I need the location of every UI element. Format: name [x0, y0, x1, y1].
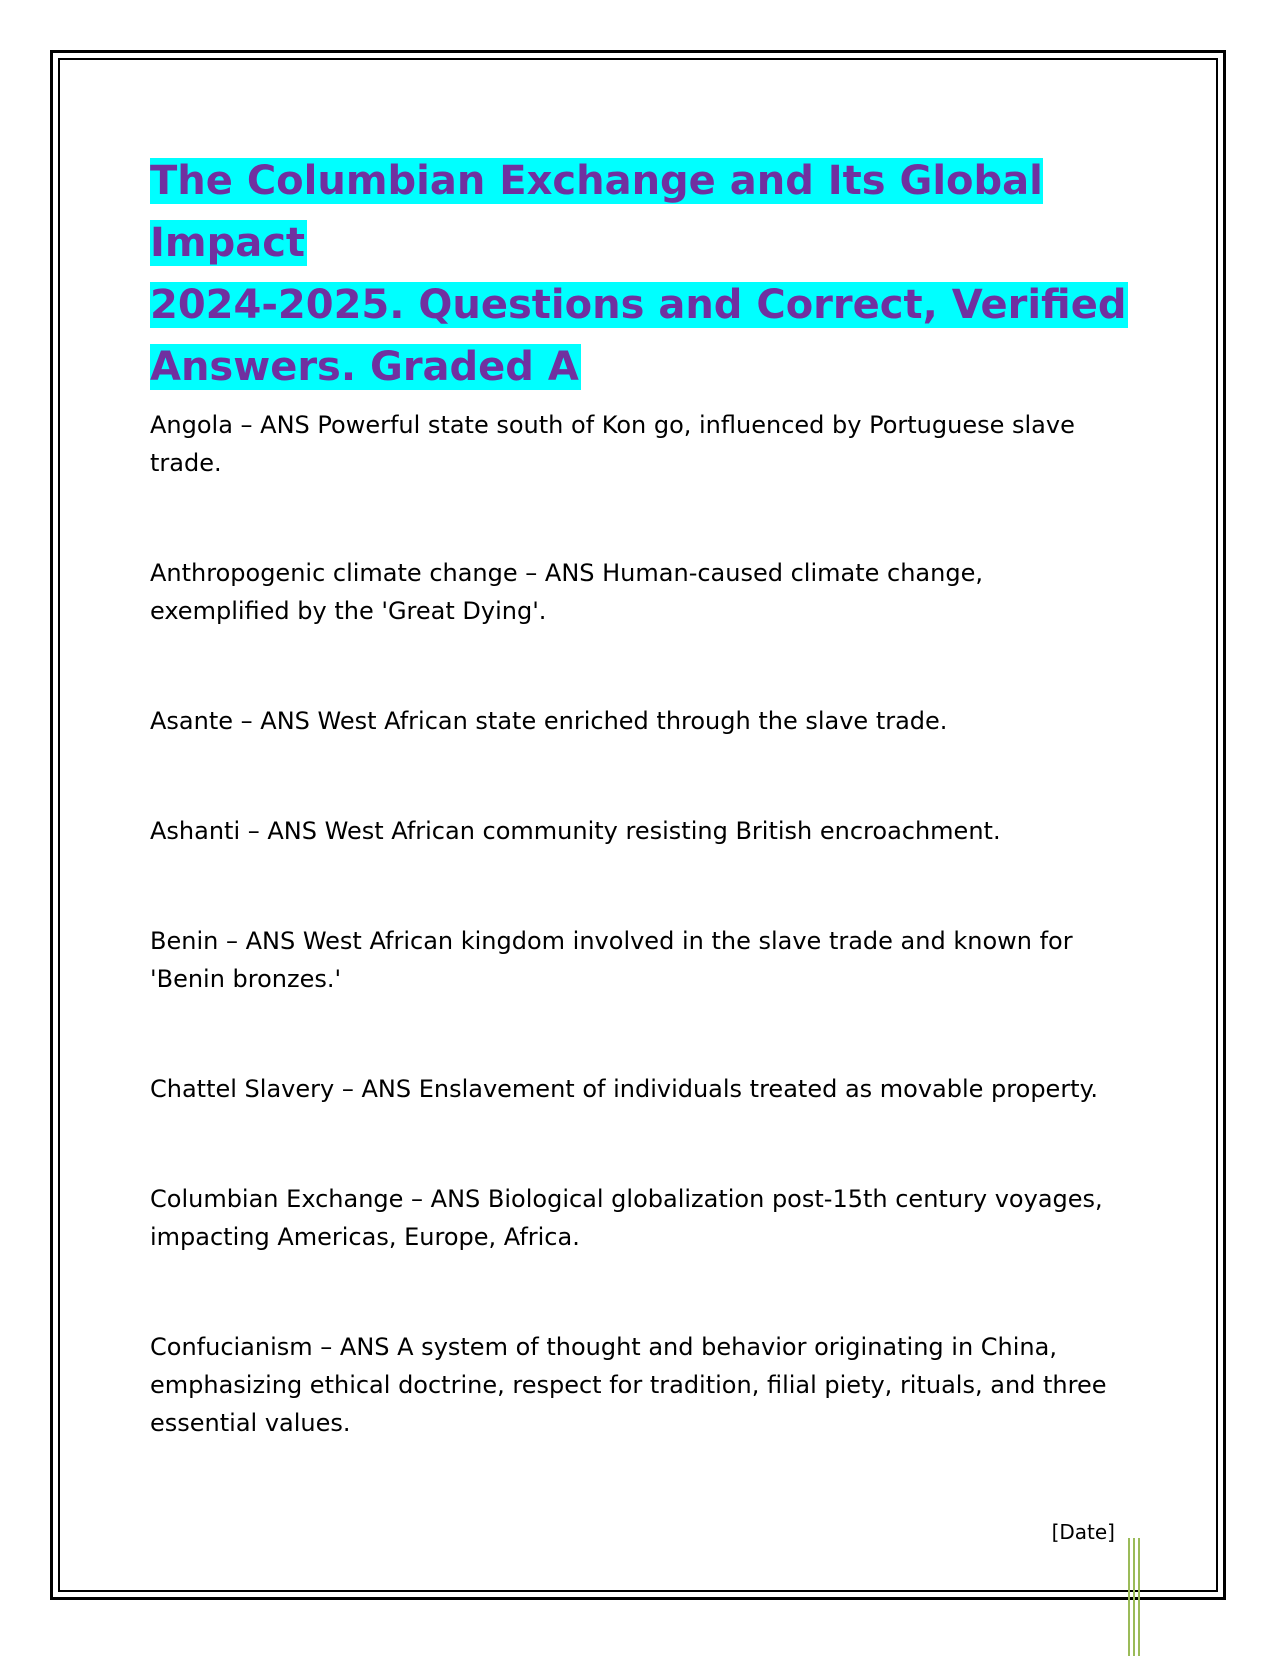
- decorative-line: [1138, 1538, 1140, 1656]
- decorative-line: [1128, 1538, 1130, 1656]
- glossary-entry-chattel-slavery: Chattel Slavery – ANS Enslavement of individuals treated as movable property.: [150, 1075, 1098, 1103]
- glossary-entry-asante: Asante – ANS West African state enriched through the slave trade.: [150, 707, 948, 735]
- glossary-entry-angola: Angola – ANS Powerful state south of Kon go, influenced by Portuguese slave trade.: [150, 411, 1075, 477]
- decorative-line: [1133, 1538, 1135, 1656]
- decorative-lines: [1128, 1538, 1142, 1656]
- glossary-entry-benin: Benin – ANS West African kingdom involved in the slave trade and known for 'Benin bronzes.': [150, 927, 1073, 993]
- glossary-entry-confucianism: Confucianism – ANS A system of thought and behavior originating in China, emphasizing ethical doctrine, respect for tradition, filial piety, rituals, and three essential values.: [150, 1333, 1107, 1437]
- title-line: 2024-2025. Questions and Correct, Verified: [150, 282, 1127, 328]
- glossary-entry-columbian-exchange: Columbian Exchange – ANS Biological globalization post-15th century voyages, impacting Americas, Europe, Africa.: [150, 1185, 1103, 1251]
- glossary-entry-anthropogenic-climate-change: Anthropogenic climate change – ANS Human-caused climate change, exemplified by the 'Great Dying'.: [150, 559, 983, 625]
- footer-date: [Date]: [1051, 1520, 1115, 1544]
- title-line: Answers. Graded A: [150, 344, 579, 390]
- document-title: [150, 150, 1150, 398]
- glossary-list: [150, 406, 1130, 1514]
- title-line: The Columbian Exchange and Its Global Impact: [150, 158, 1043, 266]
- glossary-entry-ashanti: Ashanti – ANS West African community resisting British encroachment.: [150, 817, 1001, 845]
